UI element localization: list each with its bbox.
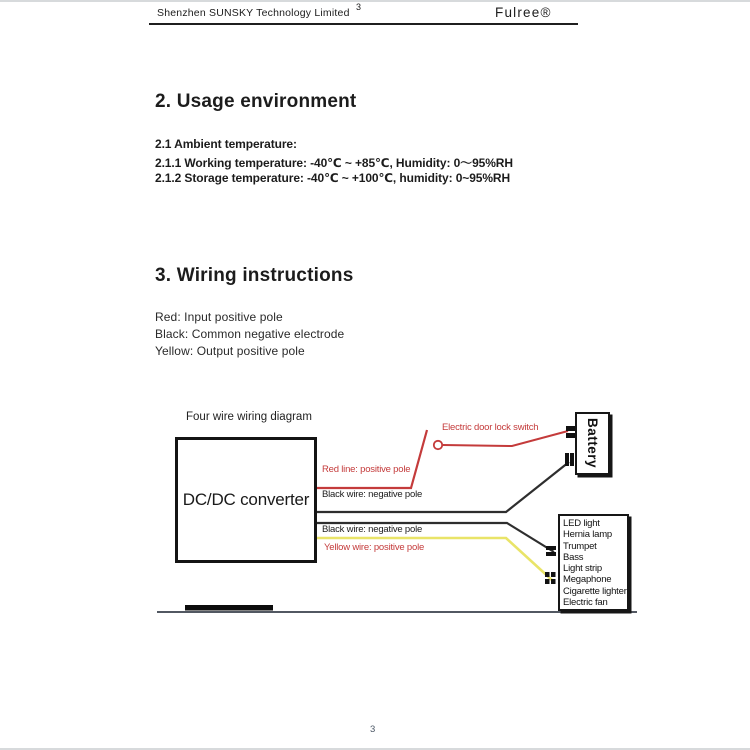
header-company: Shenzhen SUNSKY Technology Limited xyxy=(157,7,350,19)
switch-label: Electric door lock switch xyxy=(442,422,539,433)
red-wire-to-battery xyxy=(443,431,568,446)
load-item: Trumpet xyxy=(563,540,597,552)
header-superscript: 3 xyxy=(356,2,362,12)
load-list-box xyxy=(558,514,629,611)
door-lock-switch-contact xyxy=(434,441,442,449)
load-terminal-upper xyxy=(546,546,556,550)
usage-line-ambient: 2.1 Ambient temperature: xyxy=(155,137,297,151)
black-wire-lower-label: Black wire: negative pole xyxy=(322,524,423,535)
page-edge-top xyxy=(0,0,750,2)
battery-label: Battery xyxy=(585,418,600,469)
load-terminal-lower xyxy=(551,579,556,584)
battery-negative-terminal xyxy=(565,453,569,466)
load-item: LED light xyxy=(563,518,600,529)
load-item: Electric fan xyxy=(563,597,608,609)
red-wire-label: Red line: positive pole xyxy=(322,464,411,475)
battery-positive-terminal xyxy=(566,426,575,431)
wiring-line-yellow: Yellow: Output positive pole xyxy=(155,344,305,358)
load-item: Hernia lamp xyxy=(563,529,613,541)
load-terminal-upper xyxy=(546,552,556,556)
usage-line-storage: 2.1.2 Storage temperature: -40℃ ~ +100℃, humidity: 0~95%RH xyxy=(155,171,511,185)
diagram-caption: Four wire wiring diagram xyxy=(186,411,312,423)
battery-negative-terminal xyxy=(570,453,574,466)
usage-line-working: 2.1.1 Working temperature: -40℃ ~ +85℃, Humidity: 0～95%RH xyxy=(155,156,513,170)
dcdc-converter-box xyxy=(175,437,317,563)
load-item: Megaphone xyxy=(563,574,612,586)
load-item: Bass xyxy=(563,551,584,563)
load-terminal-lower xyxy=(545,572,550,577)
battery-box xyxy=(575,412,610,475)
page-number: 3 xyxy=(370,724,376,735)
dcdc-converter-label: DC/DC converter xyxy=(182,490,310,509)
red-wire xyxy=(314,430,427,488)
wiring-line-red: Red: Input positive pole xyxy=(155,310,283,324)
load-item: Cigarette lighter xyxy=(563,585,627,597)
yellow-wire-label: Yellow wire: positive pole xyxy=(324,542,425,553)
wiring-line-black: Black: Common negative electrode xyxy=(155,327,345,341)
section-wiring-title: 3. Wiring instructions xyxy=(155,265,354,286)
load-terminal-lower xyxy=(545,579,550,584)
header-brand: Fulree® xyxy=(495,5,552,20)
battery-positive-terminal xyxy=(566,433,575,438)
load-item: Light strip xyxy=(563,563,602,575)
load-terminal-lower xyxy=(551,572,556,577)
header-rule xyxy=(149,23,578,25)
section-usage-title: 2. Usage environment xyxy=(155,91,357,112)
baseline-thick-bar xyxy=(185,605,273,611)
black-wire-upper-label: Black wire: negative pole xyxy=(322,489,423,500)
